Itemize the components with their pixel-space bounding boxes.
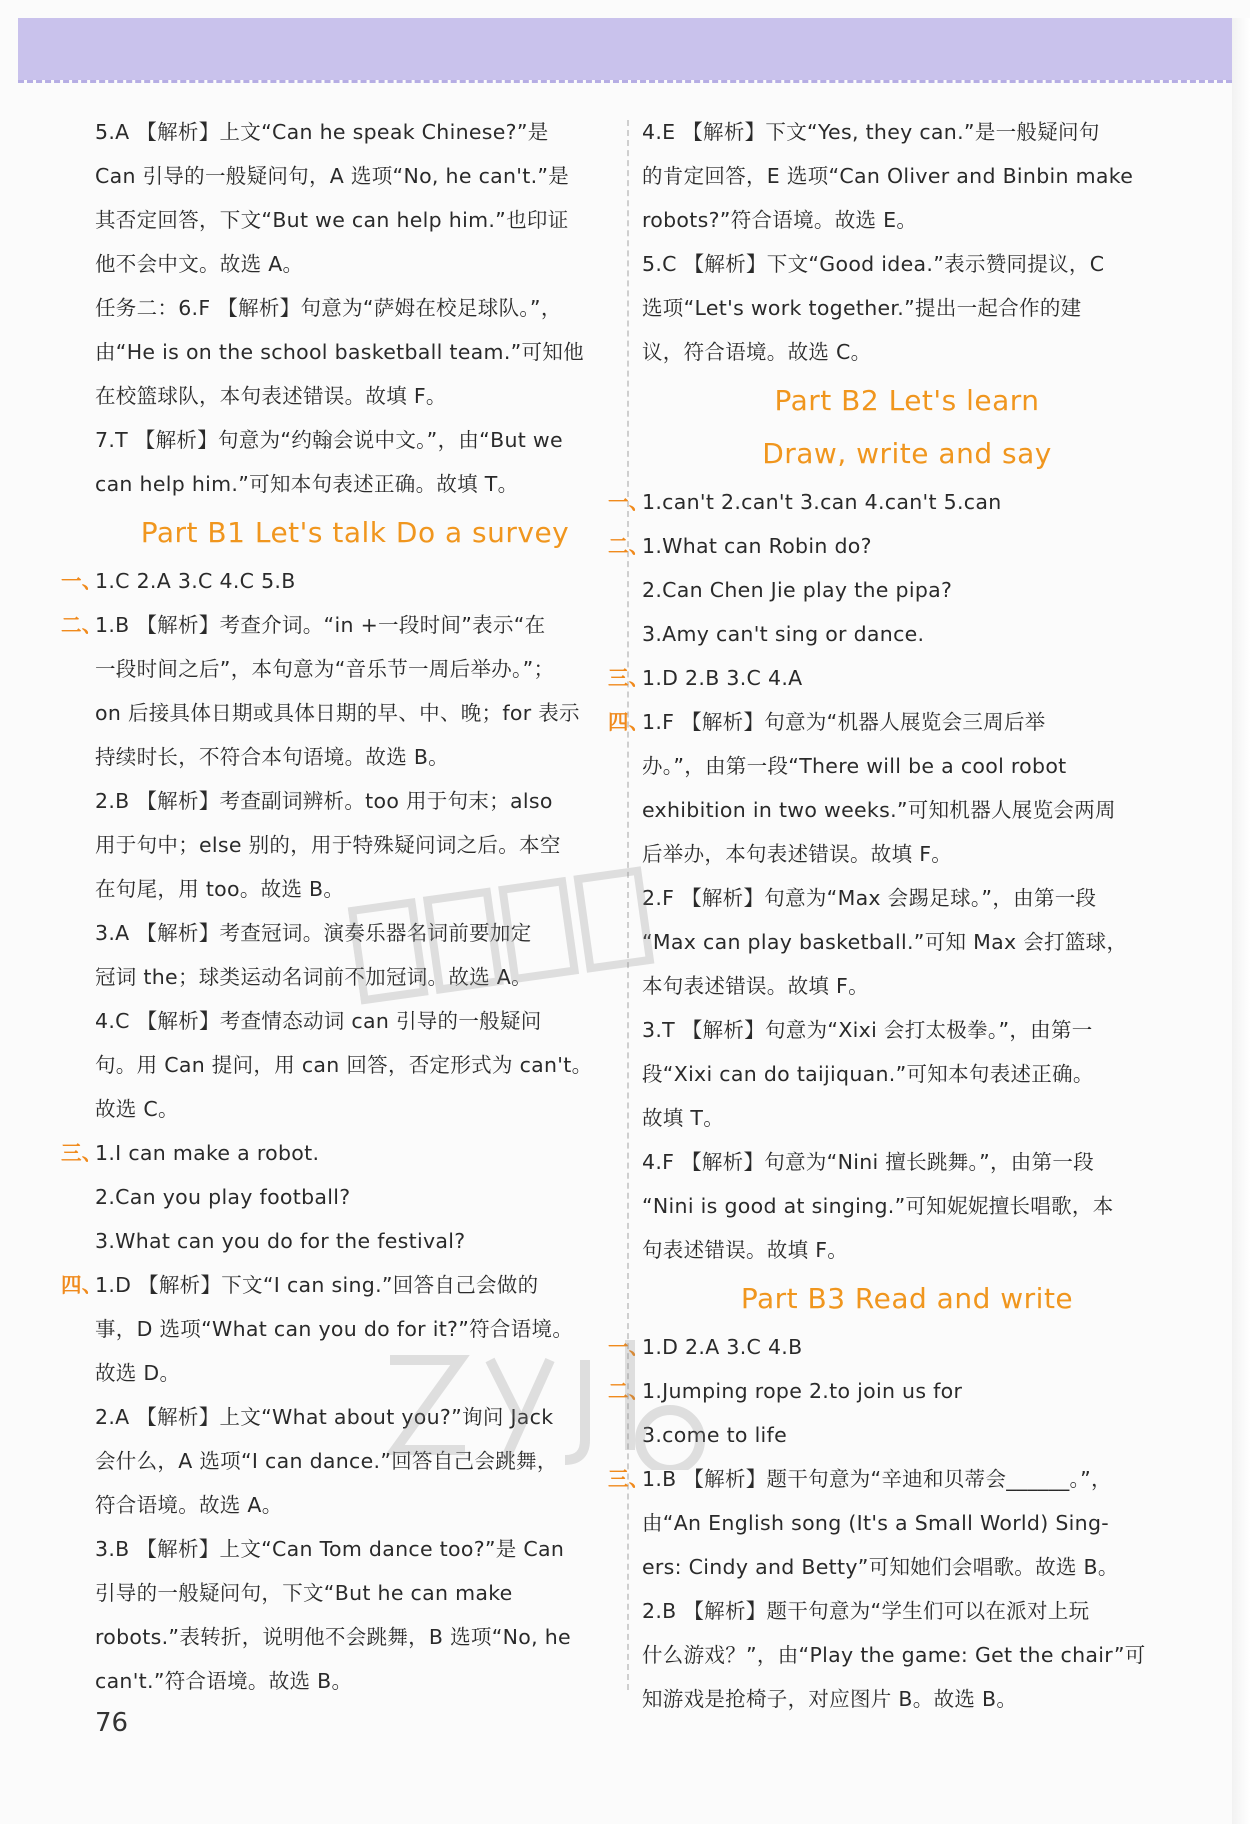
line-text: 1.C 2.A 3.C 4.C 5.B	[95, 569, 296, 593]
line-text: ers: Cindy and Betty”可知她们会唱歌。故选 B。	[642, 1555, 1119, 1579]
section-marker: 四、	[61, 1273, 103, 1297]
text-line	[61, 1395, 615, 1439]
line-text: 句。用 Can 提问，用 can 回答，否定形式为 can't。	[95, 1053, 593, 1077]
line-text: 2.B 【解析】题干句意为“学生们可以在派对上玩	[642, 1599, 1090, 1623]
text-line	[642, 110, 1172, 154]
line-text: 3.B 【解析】上文“Can Tom dance too?”是 Can	[95, 1537, 565, 1561]
line-text: 2.B 【解析】考查副词辨析。too 用于句末；also	[95, 789, 553, 813]
text-line	[608, 1325, 1172, 1369]
section-marker: 二、	[61, 613, 103, 637]
text-line	[608, 1589, 1172, 1633]
right-block-top	[642, 110, 1172, 374]
line-text: 3.Amy can't sing or dance.	[642, 622, 925, 646]
text-line	[61, 1131, 615, 1175]
text-line	[608, 876, 1172, 920]
section-marker: 三、	[61, 1141, 103, 1165]
section-marker: 一、	[608, 1335, 650, 1359]
text-line	[95, 154, 615, 198]
page-number: 76	[95, 1708, 129, 1738]
line-text: 句表述错误。故填 F。	[642, 1238, 849, 1262]
line-text: 1.B 【解析】考查介词。“in +一段时间”表示“在	[95, 613, 546, 637]
heading-part-b2: Part B2 Let's learn	[774, 384, 1040, 417]
line-text: 本句表述错误。故填 F。	[642, 974, 869, 998]
text-line	[61, 955, 615, 999]
line-text: on 后接具体日期或具体日期的早、中、晚；for 表示	[95, 701, 580, 725]
line-text: 2.Can you play football?	[95, 1185, 351, 1209]
text-line	[61, 779, 615, 823]
section-marker: 一、	[608, 490, 650, 514]
line-text: 符合语境。故选 A。	[95, 1493, 283, 1517]
right-block-b2	[608, 480, 1172, 1272]
text-line	[608, 568, 1172, 612]
text-line	[61, 1571, 615, 1615]
line-text: 后举办，本句表述错误。故填 F。	[642, 842, 953, 866]
line-text: exhibition in two weeks.”可知机器人展览会两周	[642, 798, 1116, 822]
line-text: 段“Xixi can do taijiquan.”可知本句表述正确。	[642, 1062, 1094, 1086]
line-text: 事，D 选项“What can you do for it?”符合语境。	[95, 1317, 574, 1341]
text-line	[61, 735, 615, 779]
text-line	[608, 1545, 1172, 1589]
header-band	[18, 18, 1232, 80]
heading-part-b2-sub: Draw, write and say	[762, 437, 1052, 470]
line-text: 1.I can make a robot.	[95, 1141, 320, 1165]
line-text: 1.D 2.A 3.C 4.B	[642, 1335, 803, 1359]
text-line	[61, 1659, 615, 1703]
text-line	[608, 1052, 1172, 1096]
text-line	[608, 1677, 1172, 1721]
text-line	[61, 603, 615, 647]
text-line	[61, 911, 615, 955]
line-text: 选项“Let's work together.”提出一起合作的建	[642, 296, 1082, 320]
line-text: 故填 T。	[642, 1106, 725, 1130]
text-line	[608, 1633, 1172, 1677]
text-line	[61, 647, 615, 691]
text-line	[95, 462, 615, 506]
text-line	[95, 330, 615, 374]
heading-part-b1: Part B1 Let's talk Do a survey	[140, 516, 570, 549]
line-text: “Nini is good at singing.”可知妮妮擅长唱歌，本	[642, 1194, 1114, 1218]
right-block-b3	[608, 1325, 1172, 1721]
text-line	[642, 198, 1172, 242]
line-text: 3.A 【解析】考查冠词。演奏乐器名词前要加定	[95, 921, 532, 945]
text-line	[608, 656, 1172, 700]
line-text: 1.What can Robin do?	[642, 534, 872, 558]
line-text: 2.F 【解析】句意为“Max 会踢足球。”，由第一段	[642, 886, 1097, 910]
line-text: 4.F 【解析】句意为“Nini 擅长跳舞。”，由第一段	[642, 1150, 1094, 1174]
text-line	[608, 612, 1172, 656]
text-line	[608, 700, 1172, 744]
text-line	[61, 1527, 615, 1571]
line-text: 5.C 【解析】下文“Good idea.”表示赞同提议，C	[642, 252, 1105, 276]
text-line	[95, 418, 615, 462]
text-line	[61, 1043, 615, 1087]
text-line	[61, 999, 615, 1043]
line-text: 2.A 【解析】上文“What about you?”询问 Jack	[95, 1405, 554, 1429]
text-line	[61, 1219, 615, 1263]
line-text: 用于句中；else 别的，用于特殊疑问词之后。本空	[95, 833, 561, 857]
section-marker: 二、	[608, 534, 650, 558]
text-line	[61, 1175, 615, 1219]
line-text: robots.”表转折，说明他不会跳舞，B 选项“No, he	[95, 1625, 571, 1649]
text-line	[642, 154, 1172, 198]
line-text: can help him.”可知本句表述正确。故填 T。	[95, 472, 519, 496]
text-line	[608, 1457, 1172, 1501]
right-column	[608, 110, 1172, 1721]
line-text: 1.D 【解析】下文“I can sing.”回答自己会做的	[95, 1273, 539, 1297]
text-line	[608, 920, 1172, 964]
text-line	[608, 1413, 1172, 1457]
line-text: 的肯定回答，E 选项“Can Oliver and Binbin make	[642, 164, 1134, 188]
text-line	[608, 1228, 1172, 1272]
line-text: 知游戏是抢椅子，对应图片 B。故选 B。	[642, 1687, 1018, 1711]
line-text: Can 引导的一般疑问句，A 选项“No, he can't.”是	[95, 164, 570, 188]
text-line	[61, 823, 615, 867]
line-text: 一段时间之后”，本句意为“音乐节一周后举办。”；	[95, 657, 555, 681]
line-text: 由“An English song (It's a Small World) Sing-	[642, 1511, 1109, 1535]
line-text: 4.E 【解析】下文“Yes, they can.”是一般疑问句	[642, 120, 1100, 144]
text-line	[642, 286, 1172, 330]
text-line	[95, 110, 615, 154]
line-text: 办。”，由第一段“There will be a cool robot	[642, 754, 1067, 778]
text-line	[608, 1501, 1172, 1545]
line-text: can't.”符合语境。故选 B。	[95, 1669, 353, 1693]
text-line	[642, 242, 1172, 286]
line-text: 由“He is on the school basketball team.”可知他	[95, 340, 584, 364]
text-line	[642, 330, 1172, 374]
line-text: 3.come to life	[642, 1423, 787, 1447]
line-text: 他不会中文。故选 A。	[95, 252, 304, 276]
heading-part-b3: Part B3 Read and write	[740, 1282, 1074, 1315]
text-line	[608, 480, 1172, 524]
line-text: “Max can play basketball.”可知 Max 会打篮球，	[642, 930, 1128, 954]
text-line	[608, 1369, 1172, 1413]
section-marker: 三、	[608, 1467, 650, 1491]
line-text: 1.Jumping rope 2.to join us for	[642, 1379, 963, 1403]
text-line	[608, 744, 1172, 788]
text-line	[608, 524, 1172, 568]
text-line	[608, 1008, 1172, 1052]
line-text: 3.What can you do for the festival?	[95, 1229, 466, 1253]
line-text: 2.Can Chen Jie play the pipa?	[642, 578, 953, 602]
line-text: 1.can't 2.can't 3.can 4.can't 5.can	[642, 490, 1002, 514]
section-marker: 一、	[61, 569, 103, 593]
text-line	[608, 964, 1172, 1008]
line-text: 引导的一般疑问句，下文“But he can make	[95, 1581, 513, 1605]
line-text: 1.F 【解析】句意为“机器人展览会三周后举	[642, 710, 1046, 734]
line-text: robots?”符合语境。故选 E。	[642, 208, 918, 232]
line-text: 任务二：6.F 【解析】句意为“萨姆在校足球队。”，	[95, 296, 562, 320]
line-text: 其否定回答，下文“But we can help him.”也印证	[95, 208, 569, 232]
line-text: 1.B 【解析】题干句意为“辛迪和贝蒂会______。”，	[642, 1467, 1112, 1491]
line-text: 5.A 【解析】上文“Can he speak Chinese?”是	[95, 120, 549, 144]
text-line	[608, 1140, 1172, 1184]
line-text: 故选 D。	[95, 1361, 181, 1385]
page-edge-shadow	[1232, 18, 1250, 1824]
text-line	[61, 1307, 615, 1351]
line-text: 会什么，A 选项“I can dance.”回答自己会跳舞，	[95, 1449, 558, 1473]
line-text: 3.T 【解析】句意为“Xixi 会打太极拳。”，由第一	[642, 1018, 1093, 1042]
text-line	[61, 1263, 615, 1307]
text-line	[608, 832, 1172, 876]
text-line	[61, 691, 615, 735]
line-text: 冠词 the；球类运动名词前不加冠词。故选 A。	[95, 965, 532, 989]
line-text: 议，符合语境。故选 C。	[642, 340, 872, 364]
left-block-top	[95, 110, 615, 506]
line-text: 持续时长，不符合本句语境。故选 B。	[95, 745, 449, 769]
section-marker: 四、	[608, 710, 650, 734]
left-block-b1	[61, 559, 615, 1703]
left-column	[61, 110, 615, 1703]
section-marker: 三、	[608, 666, 650, 690]
line-text: 故选 C。	[95, 1097, 179, 1121]
text-line	[61, 559, 615, 603]
text-line	[608, 788, 1172, 832]
text-line	[95, 242, 615, 286]
text-line	[608, 1096, 1172, 1140]
line-text: 1.D 2.B 3.C 4.A	[642, 666, 803, 690]
line-text: 在校篮球队，本句表述错误。故填 F。	[95, 384, 447, 408]
line-text: 7.T 【解析】句意为“约翰会说中文。”，由“But we	[95, 428, 563, 452]
text-line	[61, 1615, 615, 1659]
text-line	[61, 1439, 615, 1483]
text-line	[61, 1087, 615, 1131]
text-line	[95, 374, 615, 418]
line-text: 什么游戏？”，由“Play the game: Get the chair”可	[642, 1643, 1146, 1667]
text-line	[61, 1351, 615, 1395]
line-text: 4.C 【解析】考查情态动词 can 引导的一般疑问	[95, 1009, 542, 1033]
text-line	[61, 867, 615, 911]
text-line	[608, 1184, 1172, 1228]
text-line	[61, 1483, 615, 1527]
header-dashed-rule	[18, 80, 1232, 83]
line-text: 在句尾，用 too。故选 B。	[95, 877, 345, 901]
section-marker: 二、	[608, 1379, 650, 1403]
text-line	[95, 286, 615, 330]
text-line	[95, 198, 615, 242]
